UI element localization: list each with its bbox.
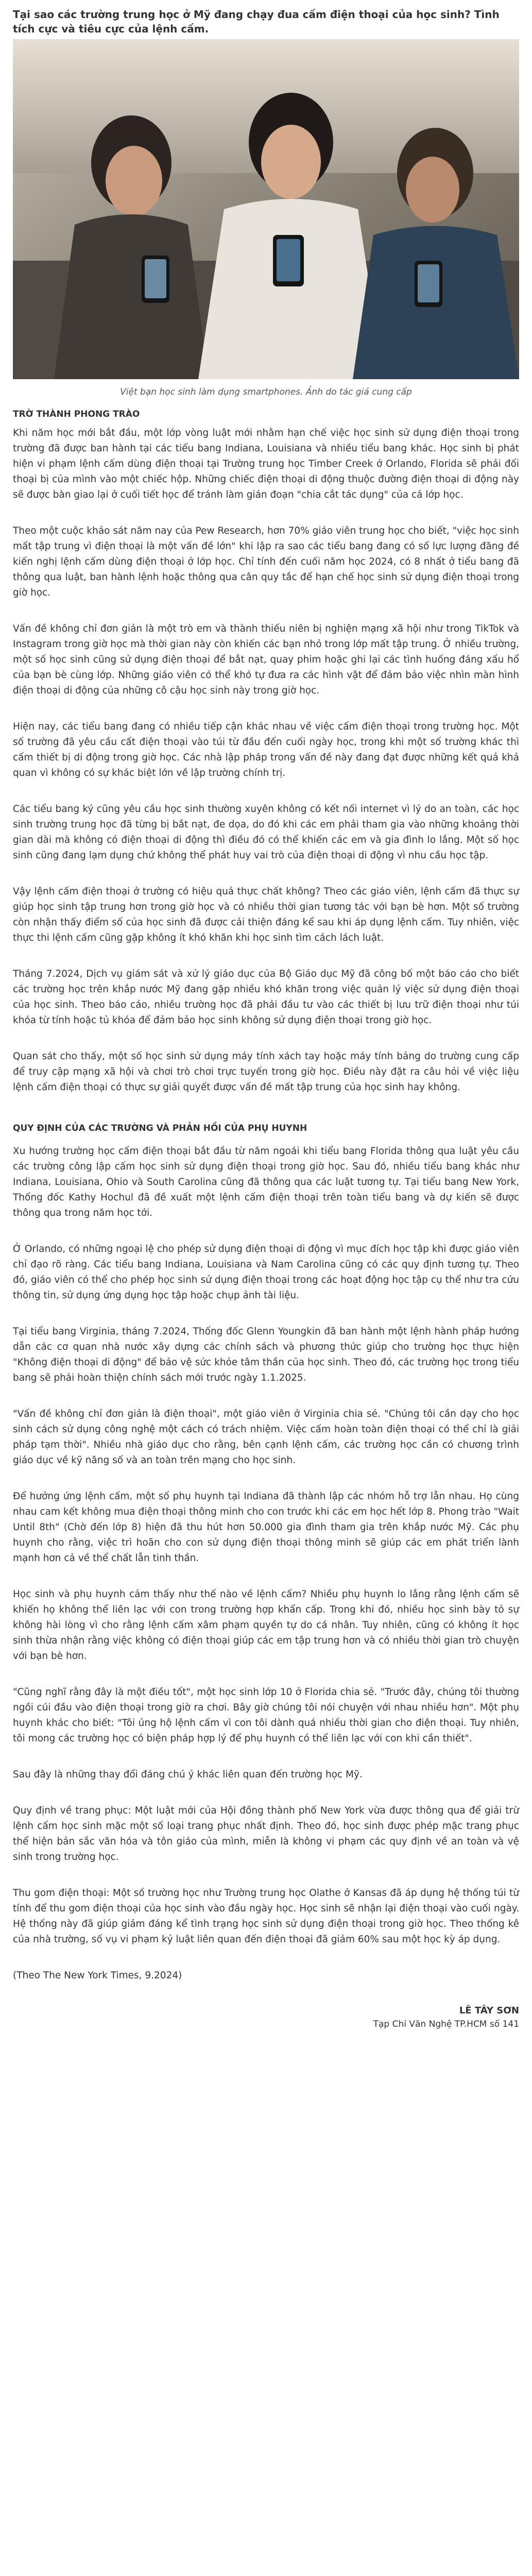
article bbox=[13, 7, 519, 2031]
article-figure bbox=[13, 39, 519, 398]
paragraph: Thu gom điện thoại: Một số trường học như Trường trung học Olathe ở Kansas đã áp dụng hệ thống túi từ tính để thu gom điện thoại của học sinh vào đầu ngày học. Học sinh sẽ nhận lại điện thoại vào cuối ngày. Hệ thống này đã giúp giảm đáng kể tình trạng học sinh sử dụng điện thoại trong giờ học. Theo thống kê của nhà trường, số vụ vi phạm kỷ luật liên quan đến điện thoại đã giảm 60% sau một học kỳ áp dụng. bbox=[13, 1888, 519, 1945]
paragraph: Ở Orlando, có những ngoại lệ cho phép sử dụng điện thoại di động vì mục đích học tập khi được giáo viên chỉ đạo rõ ràng. Các tiểu bang Indiana, Louisiana và Nam Carolina cũng có các quy định tương tự. Theo đó, giáo viên có thể cho phép học sinh sử dụng điện thoại trong các hoạt động học tập cụ thể như tra cứu thông tin, sử dụng ứng dụng học tập hoặc chụp ảnh tài liệu. bbox=[13, 1244, 519, 1301]
paragraph: Khi năm học mới bắt đầu, một lớp vòng luật mới nhằm hạn chế việc học sinh sử dụng điện thoại trong trường đã được ban hành tại các tiểu bang Indiana, Louisiana và nhiều tiểu bang khác. Học sinh bị phát hiện vi phạm lệnh cấm dùng điện thoại tại Trường trung học Timber Creek ở Orlando, Florida sẽ phải đối thoại bị của mình vào một chiếc hộp. Những chiếc điện thoại di động thuộc đường điện thoại di động này sẽ được bàn giao lại ở cuối tiết học để tránh làm gián đoạn "chia cắt tác dụng" của cả lớp học. bbox=[13, 428, 519, 500]
paragraph: Vậy lệnh cấm điện thoại ở trường có hiệu quả thực chất không? Theo các giáo viên, lệnh cấm đã thực sự giúp học sinh tập trung hơn trong giờ học và có nhiều thời gian tương tác với bạn bè hơn. Một số trường còn nhận thấy điểm số của học sinh đã được cải thiện đáng kể sau khi áp dụng lệnh cấm. Tuy nhiên, việc thực thi lệnh cấm cũng gặp không ít khó khăn khi học sinh tìm cách lách luật. bbox=[13, 886, 519, 943]
author-source: Tạp Chí Văn Nghệ TP.HCM số 141 bbox=[373, 2019, 519, 2029]
paragraph: Hiện nay, các tiểu bang đang có nhiều tiếp cận khác nhau về việc cấm điện thoại trong trường học. Một số trường đã yêu cầu cất điện thoại vào túi từ đầu đến cuối ngày học, trong khi một số trường khác thì cấm thiết bị di động trong giờ học. Các nhà lập pháp trong vấn đề này đang đạt được những kết quả khả quan vì không có sự khác biệt lớn về lập trường chính trị. bbox=[13, 721, 519, 778]
section-heading-trend: TRỜ THÀNH PHONG TRÀO bbox=[13, 409, 140, 419]
section-heading-rules: QUY ĐỊNH CỦA CÁC TRƯỜNG VÀ PHẢN HỒI CỦA PHỤ HUYNH bbox=[13, 1123, 307, 1133]
article-title: Tại sao các trường trung học ở Mỹ đang chạy đua cấm điện thoại của học sinh? Tình tích cực và tiêu cực của lệnh cấm. bbox=[13, 8, 500, 35]
paragraph: Tháng 7.2024, Dịch vụ giám sát và xử lý giáo dục của Bộ Giáo dục Mỹ đã công bố một báo cáo cho biết các trường học trên khắp nước Mỹ đang gặp nhiều khó khăn trong việc quản lý việc sử dụng điện thoại của học sinh. Theo báo cáo, nhiều trường học đã phải đầu tư vào các thiết bị lưu trữ điện thoại như túi khóa từ tính hoặc tủ khóa để đảm bảo học sinh không sử dụng điện thoại trong giờ học. bbox=[13, 969, 519, 1026]
paragraph: Để hưởng ứng lệnh cấm, một số phụ huynh tại Indiana đã thành lập các nhóm hỗ trợ lẫn nhau. Họ cùng nhau cam kết không mua điện thoại thông minh cho con trước khi các em học hết lớp 8. Phong trào "Wait Until 8th" (Chờ đến lớp 8) hiện đã thu hút hơn 50.000 gia đình tham gia trên khắp nước Mỹ. Các phụ huynh cho rằng, việc trì hoãn cho con sử dụng điện thoại thông minh sẽ giúp các em phát triển lành mạnh hơn cả về thể chất lẫn tinh thần. bbox=[13, 1491, 519, 1564]
paragraph: Sau đây là những thay đổi đáng chú ý khác liên quan đến trường học Mỹ. bbox=[13, 1769, 363, 1780]
paragraph: Vấn đề không chỉ đơn giản là một trò em và thành thiếu niên bị nghiện mạng xã hội như trong TikTok và Instagram trong giờ học mà thời gian này còn khiến các bạn nhỏ trong lớp mất tập trung. Ở nhiều trường, một số học sinh cũng sử dụng điện thoại để bắt nạt, quay phim hoặc ghi lại các tình huống đáng xấu hổ của bạn bè cùng lớp. Những giáo viên có thể khó tự đưa ra các hình vật để đảm bảo việc nhìn màn hình điện thoại di động của những cô cậu học sinh này trong giờ học. bbox=[13, 623, 519, 696]
students-phone-photo bbox=[13, 39, 519, 379]
paragraph: Xu hướng trường học cấm điện thoại bắt đầu từ năm ngoái khi tiểu bang Florida thông qua luật yêu cầu các trường công lập cấm học sinh sử dụng điện thoại trong giờ học. Sau đó, nhiều tiểu bang khác như Indiana, Louisiana, Ohio và South Carolina cũng đã thông qua các luật tương tự. Tại tiểu bang New York, Thống đốc Kathy Hochul đã đề xuất một lệnh cấm điện thoại trên toàn tiểu bang và dự kiến sẽ được thông qua trong năm học tới. bbox=[13, 1146, 519, 1218]
paragraph: "Vấn đề không chỉ đơn giản là điện thoại", một giáo viên ở Virginia chia sẻ. "Chúng tôi cần dạy cho học sinh cách sử dụng công nghệ một cách có trách nhiệm. Việc cấm hoàn toàn điện thoại có thể chỉ là giải pháp tạm thời". Nhiều nhà giáo dục cho rằng, bên cạnh lệnh cấm, các trường học cần có chương trình giáo dục về kỹ năng số và an toàn trên mạng cho học sinh. bbox=[13, 1409, 519, 1466]
paragraph: Học sinh và phụ huynh cảm thấy như thế nào về lệnh cấm? Nhiều phụ huynh lo lắng rằng lệnh cấm sẽ khiến họ không thể liên lạc với con trong trường hợp khẩn cấp. Trong khi đó, nhiều học sinh bày tỏ sự không hài lòng vì cho rằng lệnh cấm xâm phạm quyền tự do cá nhân. Tuy nhiên, cũng có không ít học sinh thừa nhận rằng việc không có điện thoại giúp các em tập trung hơn và có nhiều thời gian trò chuyện với bạn bè hơn. bbox=[13, 1589, 519, 1662]
paragraph: Tại tiểu bang Virginia, tháng 7.2024, Thống đốc Glenn Youngkin đã ban hành một lệnh hành pháp hướng dẫn các cơ quan nhà nước xây dựng các chính sách và phương thức giúp cho trường học thực hiện "Không điện thoại di động" để bảo vệ sức khỏe tâm thần của học sinh. Theo đó, các trường học trong tiểu bang sẽ phải hoàn thiện chính sách mới trước ngày 1.1.2025. bbox=[13, 1326, 519, 1383]
source-note: (Theo The New York Times, 9.2024) bbox=[13, 1970, 182, 1981]
paragraph: Quan sát cho thấy, một số học sinh sử dụng máy tính xách tay hoặc máy tính bảng do trường cung cấp để truy cập mạng xã hội và chơi trò chơi trực tuyến trong giờ học. Điều này đặt ra câu hỏi về việc liệu lệnh cấm điện thoại có thực sự giải quyết được vấn đề mất tập trung của học sinh hay không. bbox=[13, 1051, 519, 1093]
author-name: LÊ TÂY SƠN bbox=[459, 2005, 519, 2016]
paragraph: Quy định về trang phục: Một luật mới của Hội đồng thành phố New York vừa được thông qua để giải trừ lệnh cấm học sinh mặc một số loại trang phục nhất định. Theo đó, học sinh được phép mặc trang phục thể hiện bản sắc văn hóa và tôn giáo của mình, miễn là không vi phạm các quy định về an toàn và vệ sinh trong trường học. bbox=[13, 1805, 519, 1862]
image-caption: Việt bạn học sinh làm dụng smartphones. Ảnh do tác giả cung cấp bbox=[120, 387, 412, 397]
paragraph: Các tiểu bang ký cũng yêu cầu học sinh thường xuyên không có kết nối internet vì lý do an toàn, các học sinh trường trung học đã từng bị bắt nạt, đe dọa, do đó khi các em phải tham gia vào những khoảng thời gian dài mà không có điện thoại di động thì điều đó có thể khiến các em và gia đình lo lắng. Một số học sinh cũng đang lạm dụng chứ không thể phát huy vai trò của điện thoại di động vì nhu cầu học tập. bbox=[13, 804, 519, 861]
paragraph: Theo một cuộc khảo sát năm nay của Pew Research, hơn 70% giáo viên trung học cho biết, "việc học sinh mất tập trung vì điện thoại là một vấn đề lớn" khi lập ra sao các tiểu bang đang có số lực lượng đăng đề kiến nghị lệnh cấm dùng điện thoại ở lớp học. Chỉ tính đến cuối năm học 2024, có 8 nhất ở tiểu bang đã thông qua luật, ban hành lệnh hoặc thông qua cân quy tắc để hạn chế học sinh sử dụng điện thoại trong giờ học. bbox=[13, 526, 519, 598]
paragraph: "Cũng nghĩ rằng đây là một điều tốt", một học sinh lớp 10 ở Florida chia sẻ. "Trước đây, chúng tôi thường ngồi cúi đầu vào điện thoại trong giờ ra chơi. Bây giờ chúng tôi nói chuyện với nhau nhiều hơn". Một phụ huynh khác cho biết: "Tôi ủng hộ lệnh cấm vì con tôi dành quá nhiều thời gian cho điện thoại. Tuy nhiên, tôi mong các trường học có biện pháp hợp lý để phụ huynh có thể liên lạc với con khi cần thiết". bbox=[13, 1687, 519, 1744]
